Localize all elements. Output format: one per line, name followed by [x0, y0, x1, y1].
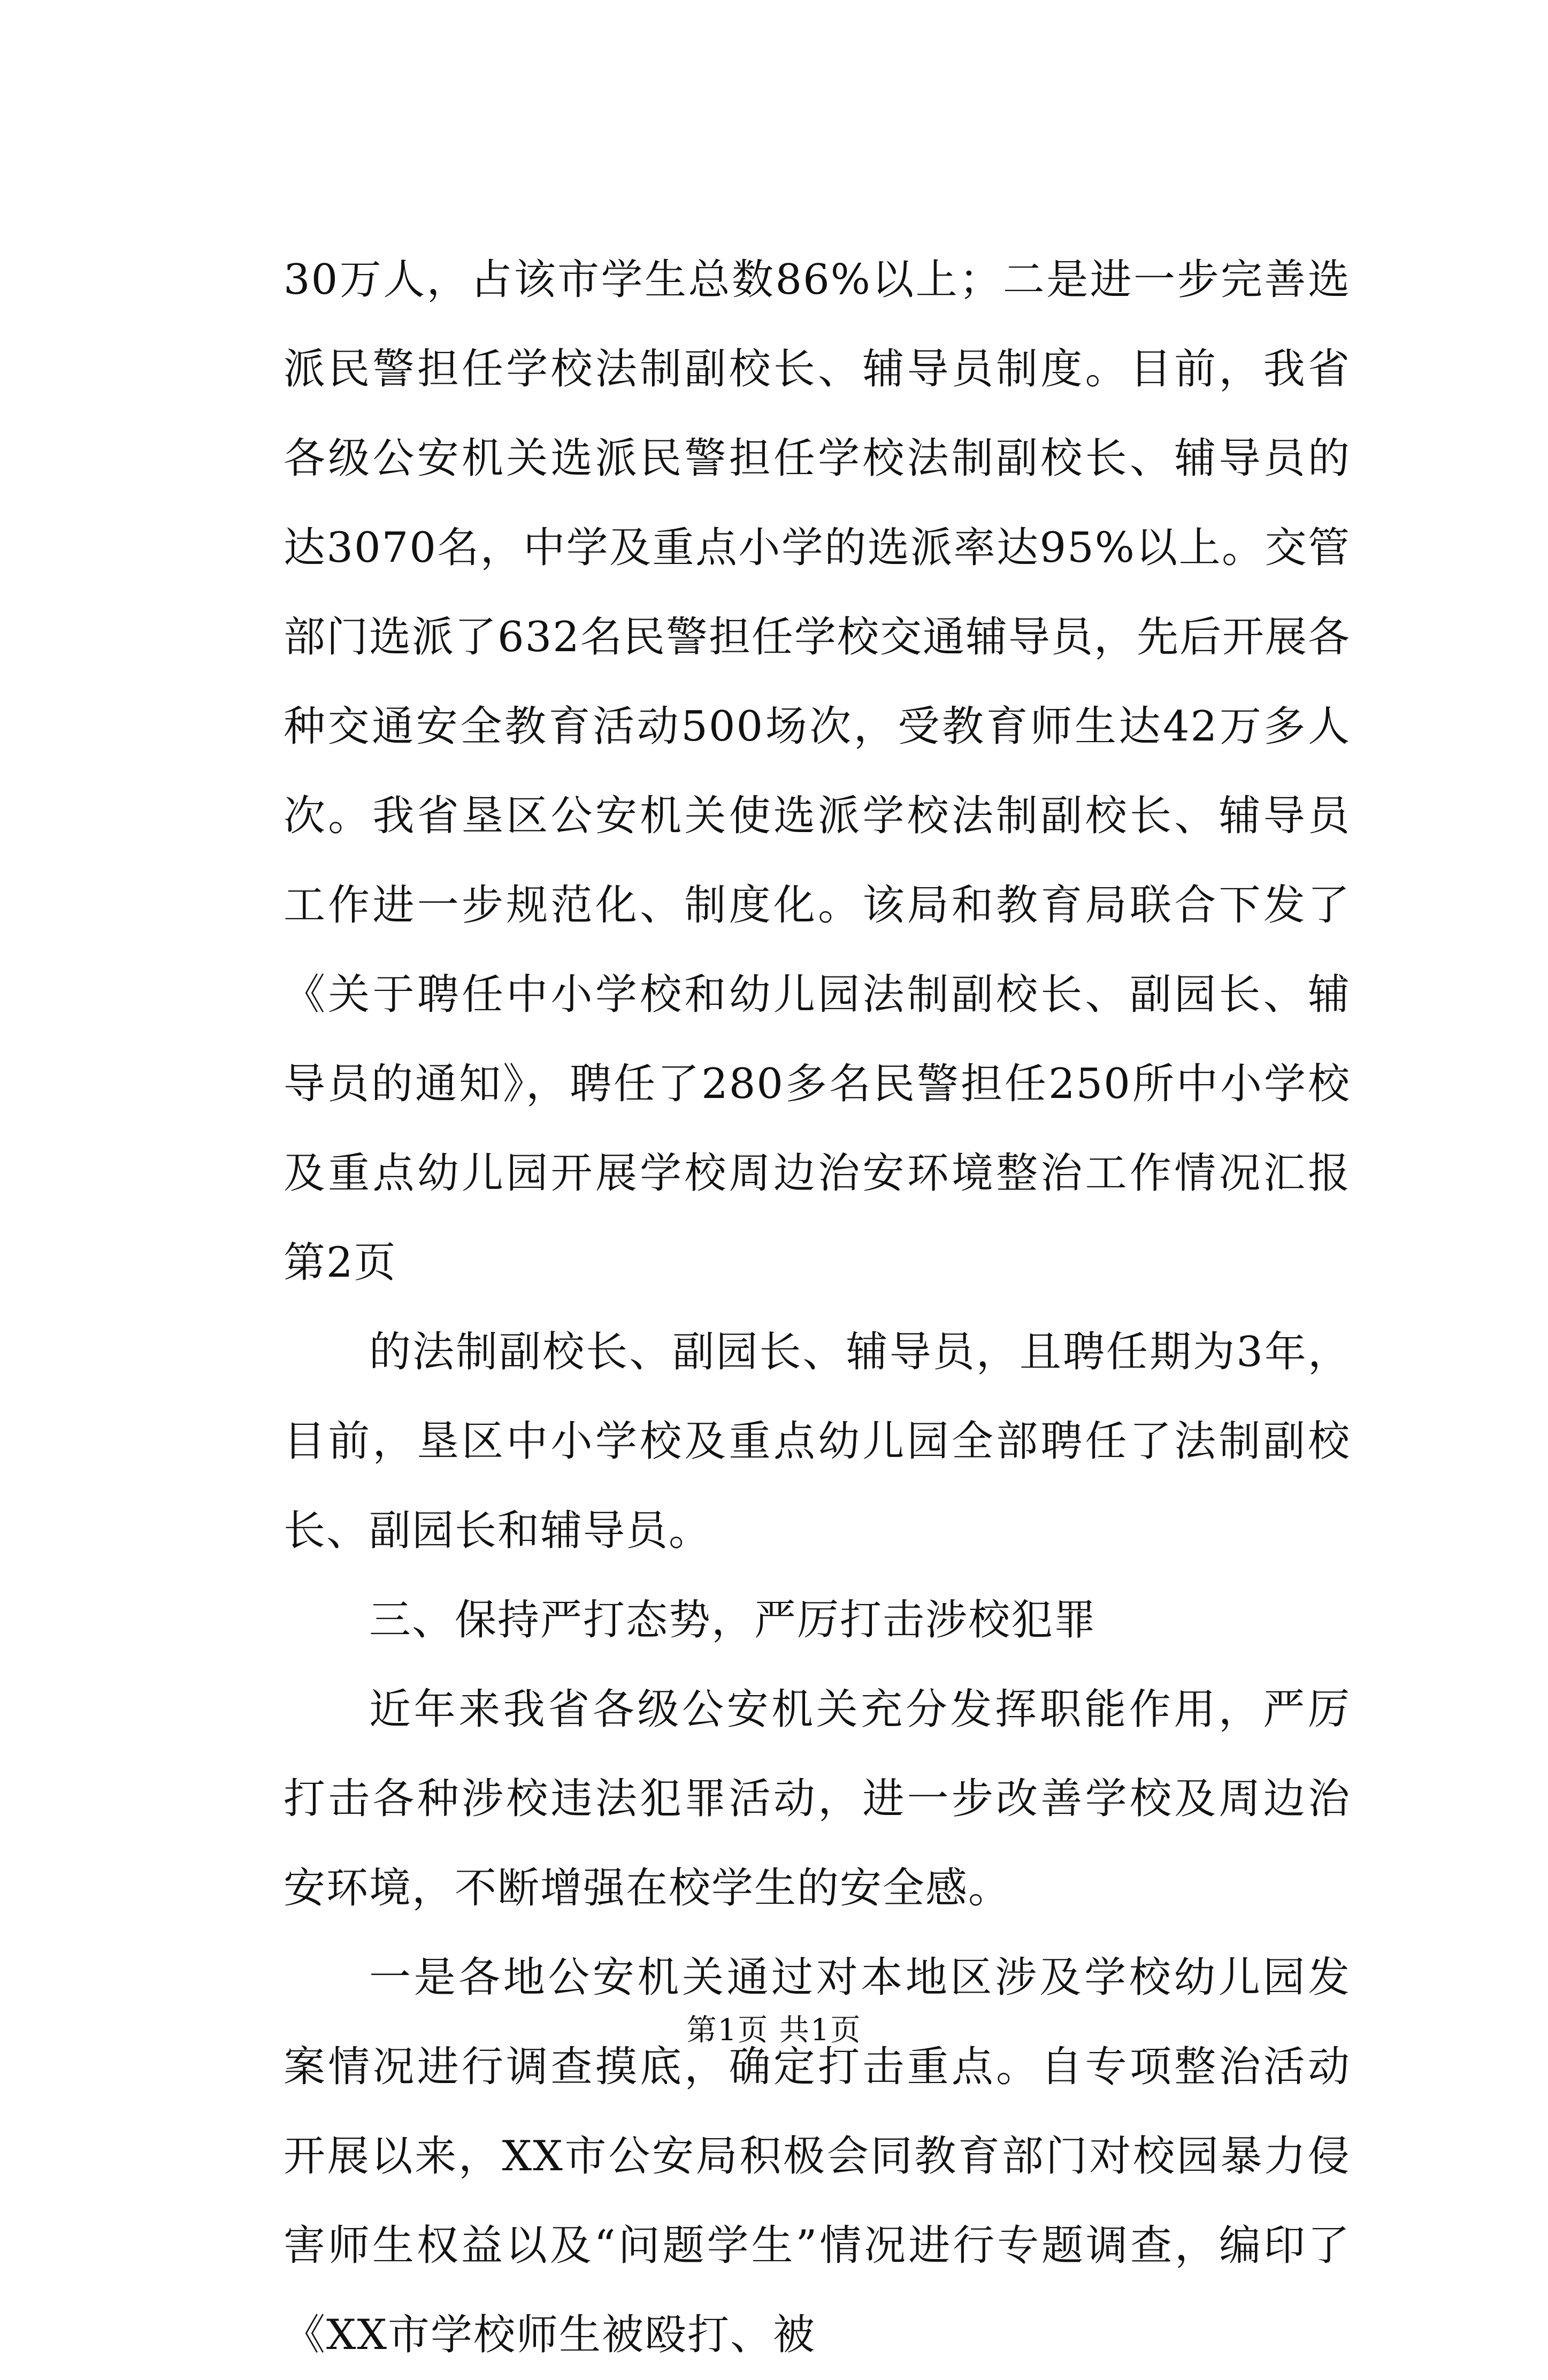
document-body	[283, 235, 1351, 2380]
paragraph-2: 的法制副校长、副园长、辅导员，且聘任期为3年，目前，垦区中小学校及重点幼儿园全部聘任了法制副校长、副园长和辅导员。	[283, 1328, 1351, 1555]
paragraph-1: 30万人，占该市学生总数86%以上；二是进一步完善选派民警担任学校法制副校长、辅导员制度。目前，我省各级公安机关选派民警担任学校法制副校长、辅导员的达3070名，中学及重点小学的选派率达95%以上。交管部门选派了632名民警担任学校交通辅导员，先后开展各种交通安全教育活动500场次，受教育师生达42万多人次。我省垦区公安机关使选派学校法制副校长、辅导员工作进一步规范化、制度化。该局和教育局联合下发了《关于聘任中小学校和幼儿园法制副校长、副园长、辅导员的通知》，聘任了280多名民警担任250所中小学校及重点幼儿园开展学校周边治安环境整治工作情况汇报第2页	[283, 256, 1351, 1287]
paragraph-3: 近年来我省各级公安机关充分发挥职能作用，严厉打击各种涉校违法犯罪活动，进一步改善学校及周边治安环境，不断增强在校学生的安全感。	[283, 1685, 1351, 1912]
paragraph-4: 一是各地公安机关通过对本地区涉及学校幼儿园发案情况进行调查摸底，确定打击重点。自专项整治活动开展以来，XX市公安局积极会同教育部门对校园暴力侵害师生权益以及“问题学生”情况进行专题调查，编印了《XX市学校师生被殴打、被	[283, 1954, 1351, 2359]
section-heading: 三、保持严打态势，严厉打击涉校犯罪	[369, 1596, 1097, 1644]
page-footer: 第1页 共1页	[686, 2013, 862, 2048]
